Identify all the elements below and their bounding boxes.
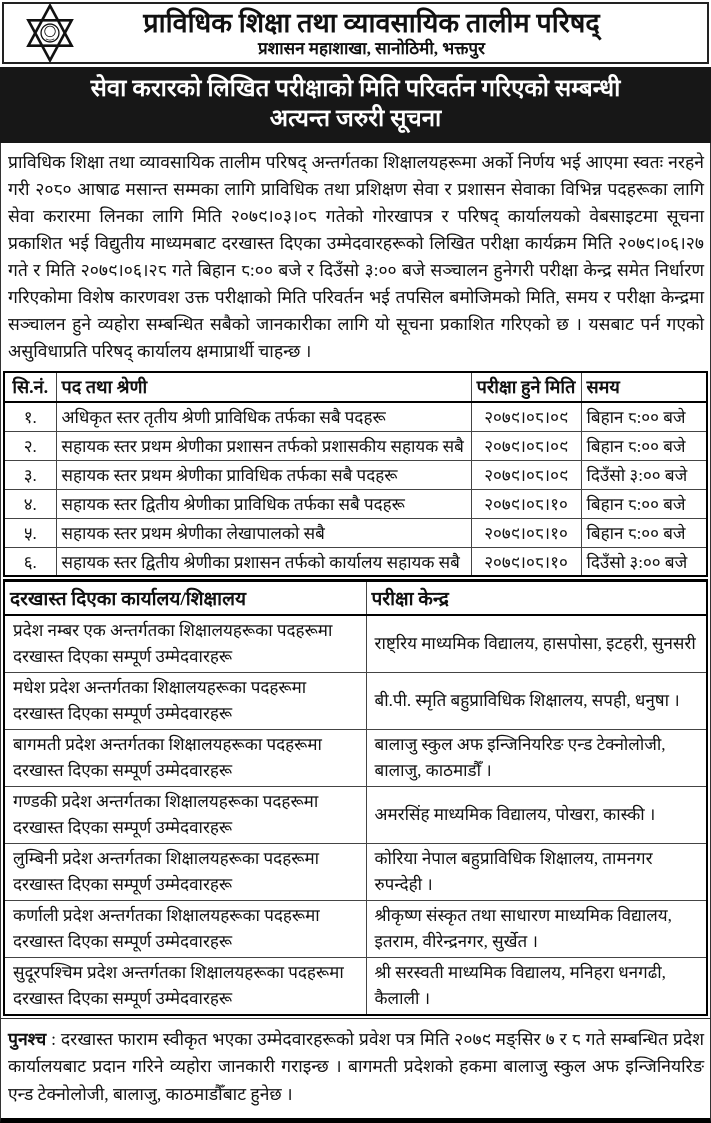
letterhead <box>2 2 709 64</box>
cell-time: बिहान ८:०० बजे <box>581 518 707 547</box>
star-emblem-icon <box>21 4 79 62</box>
cell-sn: ४. <box>4 489 56 518</box>
cell-position: सहायक स्तर द्वितीय श्रेणीका प्रशासन तर्फको कार्यालय सहायक सबै <box>56 547 471 576</box>
cell-position: सहायक स्तर प्रथम श्रेणीका प्रशासन तर्फको प्रशासकीय सहायक सबै <box>56 431 471 460</box>
cell-position: अधिकृत स्तर तृतीय श्रेणी प्राविधिक तर्फका सबै पदहरू <box>56 402 471 431</box>
cell-position: सहायक स्तर प्रथम श्रेणीका प्राविधिक तर्फका सबै पदहरू <box>56 460 471 489</box>
ctevt-logo <box>4 4 96 62</box>
cell-time: बिहान ८:०० बजे <box>581 431 707 460</box>
table-row <box>4 431 707 460</box>
header-center: परीक्षा केन्द्र <box>366 581 707 615</box>
table-row <box>4 615 707 673</box>
notice-title-line2: अत्यन्त जरुरी सूचना <box>269 106 442 132</box>
table-row <box>4 786 707 843</box>
cell-center: अमरसिंह माध्यमिक विद्यालय, पोखरा, कास्की । <box>366 786 707 843</box>
table-row <box>4 900 707 957</box>
notice-document <box>0 2 711 1123</box>
notice-title-line1: सेवा करारको लिखित परीक्षाको मिति परिवर्तन गरिएको सम्बन्धी <box>90 76 621 102</box>
letterhead-text <box>96 8 707 59</box>
cell-position: सहायक स्तर प्रथम श्रेणीका लेखापालको सबै <box>56 518 471 547</box>
cell-sn: ५. <box>4 518 56 547</box>
cell-center: बी.पी. स्मृति बहुप्राविधिक शिक्षालय, सपही, धनुषा । <box>366 672 707 729</box>
cell-center: श्री सरस्वती माध्यमिक विद्यालय, मनिहरा धनगढी, कैलाली । <box>366 957 707 1015</box>
cell-date: २०७९।०८।०९ <box>471 402 581 431</box>
table-row <box>4 729 707 786</box>
postscript-note <box>1 1018 710 1119</box>
cell-date: २०७९।०८।०९ <box>471 431 581 460</box>
table-header-row <box>4 372 707 402</box>
table-row <box>4 957 707 1015</box>
intro-paragraph: प्राविधिक शिक्षा तथा व्यावसायिक तालीम परिषद् अन्तर्गतका शिक्षालयहरूमा अर्को निर्णय भई आएमा स्वतः नरहने गरी २०८० आषाढ मसान्त सम्मका लागि प्राविधिक तथा प्रशिक्षण सेवा र प्रशासन सेवाका विभिन्न पदहरूका लागि सेवा करारमा लिनका लागि मिति २०७९।०३।०८ गतेको गोरखापत्र र परिषद् कार्यालयको वेबसाइटमा सूचना प्रकाशित भई विद्युतीय माध्यमबाट दरखास्त दिएका उम्मेदवारहरूको लिखित परीक्षा कार्यक्रम मिति २०७९।०६।२७ गते र मिति २०७९।०६।२८ गते बिहान ८:०० बजे र दिउँसो ३:०० बजे सञ्चालन हुनेगरी परीक्षा केन्द्र समेत निर्धारण गरिएकोमा विशेष कारणवश उक्त परीक्षाको मिति परिवर्तन भई तपसिल बमोजिमको मिति, समय र परीक्षा केन्द्रमा सञ्चालन हुने व्यहोरा सम्बन्धित सबैको जानकारीका लागि यो सूचना प्रकाशित गरिएको छ । यसबाट पर्न गएको असुविधाप्रति परिषद् कार्यालय क्षमाप्रार्थी चाहन्छ । <box>8 152 704 361</box>
table-row <box>4 547 707 576</box>
notice-title-banner <box>0 67 711 143</box>
organization-name: प्राविधिक शिक्षा तथा व्यावसायिक तालीम परिषद् <box>143 7 600 38</box>
header-date: परीक्षा हुने मिति <box>471 372 581 402</box>
cell-center: श्रीकृष्ण संस्कृत तथा साधारण माध्यमिक विद्यालय, इतराम, वीरेन्द्रनगर, सुर्खेत । <box>366 900 707 957</box>
cell-time: बिहान ८:०० बजे <box>581 489 707 518</box>
cell-center: राष्ट्रिय माध्यमिक विद्यालय, हासपोसा, इटहरी, सुनसरी <box>366 615 707 673</box>
table-header-row <box>4 581 707 615</box>
cell-office: लुम्बिनी प्रदेश अन्तर्गतका शिक्षालयहरूका पदहरूमा दरखास्त दिएका सम्पूर्ण उम्मेदवारहरू <box>4 843 366 900</box>
cell-office: कर्णाली प्रदेश अन्तर्गतका शिक्षालयहरूका पदहरूमा दरखास्त दिएका सम्पूर्ण उम्मेदवारहरू <box>4 900 366 957</box>
cell-office: बागमती प्रदेश अन्तर्गतका शिक्षालयहरूका पदहरूमा दरखास्त दिएका सम्पूर्ण उम्मेदवारहरू <box>4 729 366 786</box>
table-row <box>4 489 707 518</box>
cell-date: २०७९।०८।१० <box>471 518 581 547</box>
exam-schedule-table <box>3 371 708 577</box>
header-position: पद तथा श्रेणी <box>56 372 471 402</box>
header-time: समय <box>581 372 707 402</box>
cell-office: गण्डकी प्रदेश अन्तर्गतका शिक्षालयहरूका पदहरूमा दरखास्त दिएका सम्पूर्ण उम्मेदवारहरू <box>4 786 366 843</box>
cell-center: कोरिया नेपाल बहुप्राविधिक शिक्षालय, तामनगर रुपन्देही । <box>366 843 707 900</box>
cell-sn: २. <box>4 431 56 460</box>
cell-sn: ३. <box>4 460 56 489</box>
cell-date: २०७९।०८।१० <box>471 489 581 518</box>
table-row <box>4 460 707 489</box>
cell-center: बालाजु स्कुल अफ इन्जिनियरिङ एन्ड टेक्नोलोजी, बालाजु, काठमाडौँ । <box>366 729 707 786</box>
table-row <box>4 402 707 431</box>
cell-sn: ६. <box>4 547 56 576</box>
cell-time: दिउँसो ३:०० बजे <box>581 460 707 489</box>
department-line: प्रशासन महाशाखा, सानोठिमी, भक्तपुर <box>257 38 486 58</box>
cell-office: सुदूरपश्चिम प्रदेश अन्तर्गतका शिक्षालयहरूका पदहरूमा दरखास्त दिएका सम्पूर्ण उम्मेदवारहरू <box>4 957 366 1015</box>
postscript-text: : दरखास्त फाराम स्वीकृत भएका उम्मेदवारहरूको प्रवेश पत्र मिति २०७९ मङ्सिर ७ र ८ गते सम्बन्धित प्रदेश कार्यालयबाट प्रदान गरिने व्यहोरा जानकारी गराइन्छ । बागमती प्रदेशको हकमा बालाजु स्कुल अफ इन्जिनियरिङ एन्ड टेक्नोलोजी, बालाजु, काठमाडौँबाट हुनेछ । <box>8 1028 705 1104</box>
cell-date: २०७९।०८।०९ <box>471 460 581 489</box>
cell-position: सहायक स्तर द्वितीय श्रेणीका प्राविधिक तर्फका सबै पदहरू <box>56 489 471 518</box>
header-sn: सि.नं. <box>4 372 56 402</box>
cell-office: प्रदेश नम्बर एक अन्तर्गतका शिक्षालयहरूका पदहरूमा दरखास्त दिएका सम्पूर्ण उम्मेदवारहरू <box>4 615 366 673</box>
postscript-label: पुनश्च <box>8 1028 47 1049</box>
notice-body <box>0 143 711 1123</box>
exam-center-table <box>3 579 708 1016</box>
cell-date: २०७९।०८।१० <box>471 547 581 576</box>
cell-sn: १. <box>4 402 56 431</box>
table-row <box>4 672 707 729</box>
cell-time: बिहान ८:०० बजे <box>581 402 707 431</box>
cell-office: मधेश प्रदेश अन्तर्गतका शिक्षालयहरूका पदहरूमा दरखास्त दिएका सम्पूर्ण उम्मेदवारहरू <box>4 672 366 729</box>
header-office: दरखास्त दिएका कार्यालय/शिक्षालय <box>4 581 366 615</box>
cell-time: दिउँसो ३:०० बजे <box>581 547 707 576</box>
table-row <box>4 843 707 900</box>
table-row <box>4 518 707 547</box>
